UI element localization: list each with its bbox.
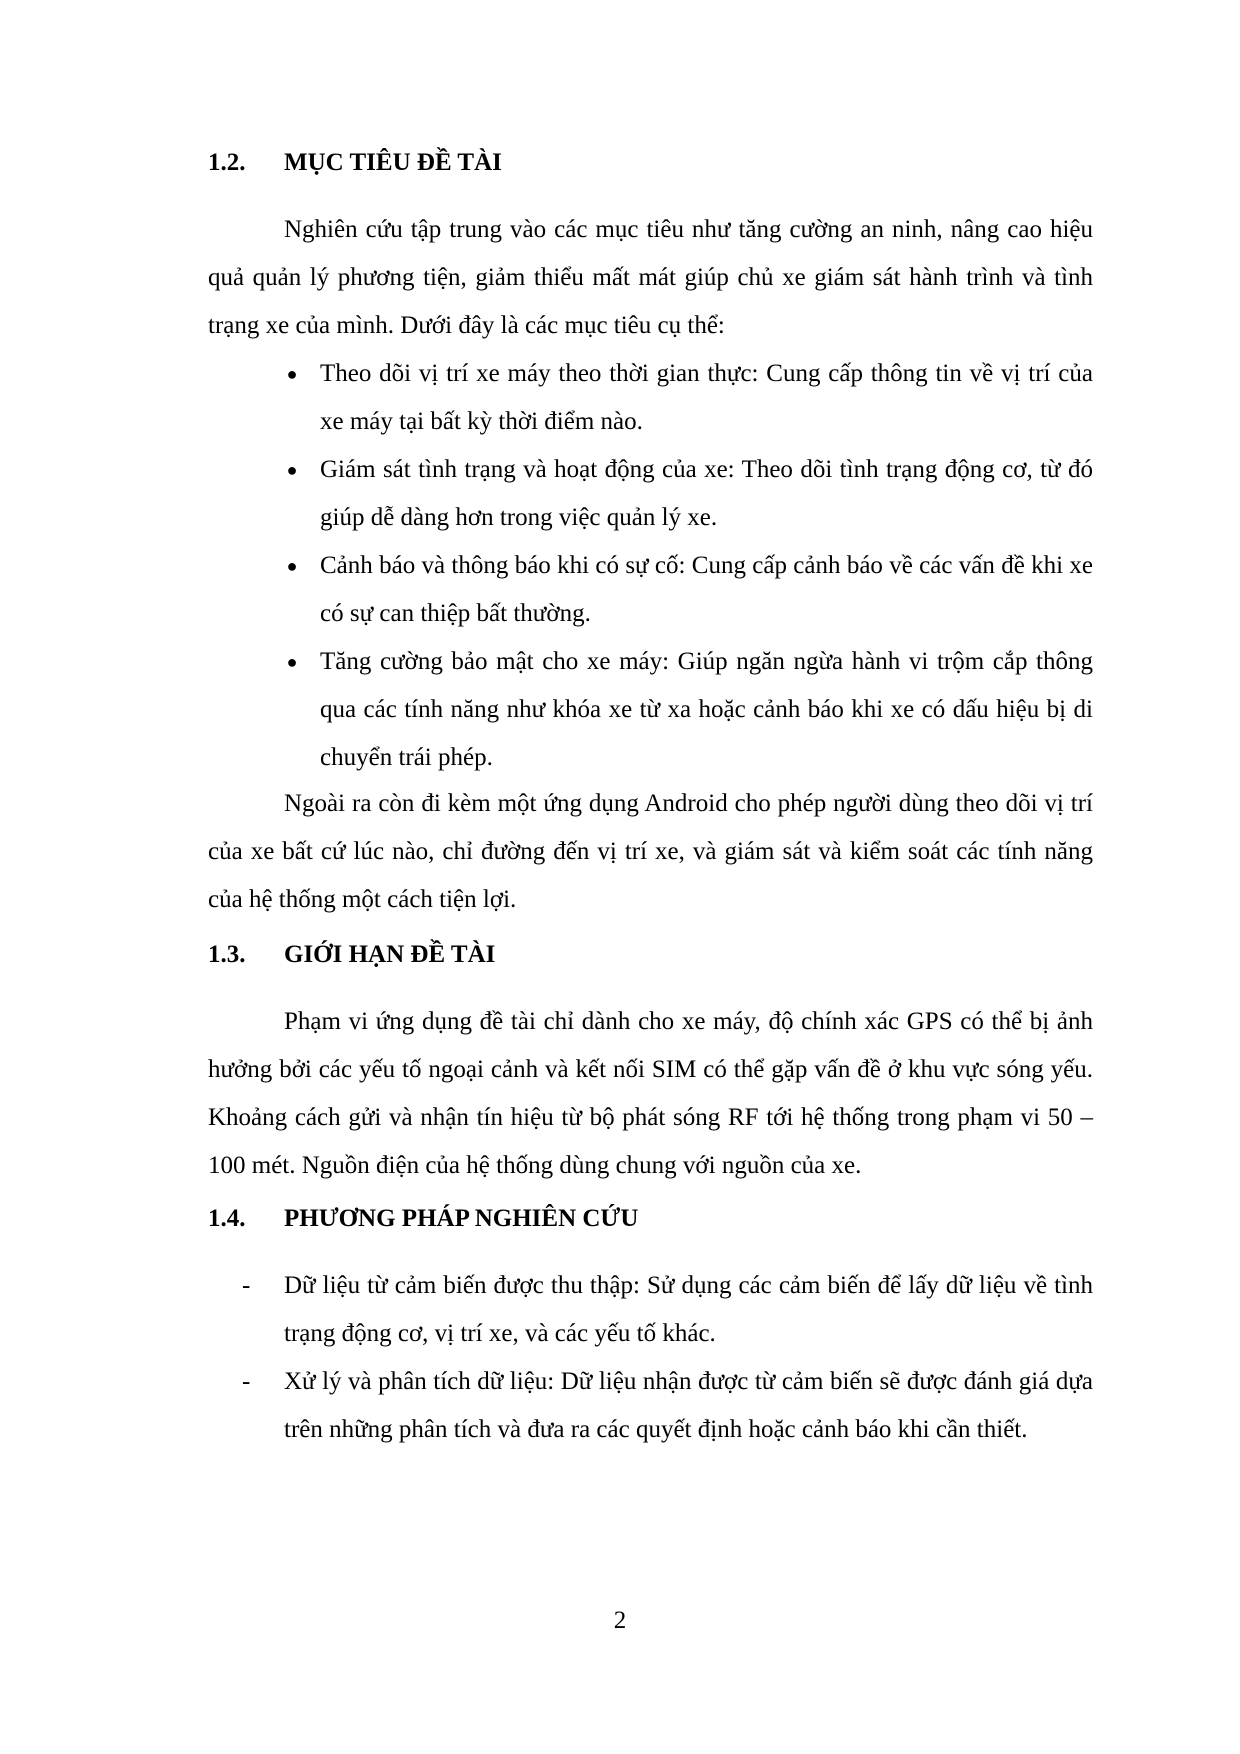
section-1-2-intro: Nghiên cứu tập trung vào các mục tiêu như tăng cường an ninh, nâng cao hiệu quả quản lý phương tiện, giảm thiểu mất mát giúp chủ xe giám sát hành trình và tình trạng xe của mình. Dưới đây là các mục tiêu cụ thể: xyxy=(208,216,1093,339)
dash-icon: - xyxy=(242,1368,251,1395)
list-item xyxy=(208,350,1093,446)
bullet-icon: ● xyxy=(286,652,298,672)
section-number: 1.3. xyxy=(208,941,246,968)
section-heading-1-2 xyxy=(208,146,502,180)
section-number: 1.4. xyxy=(208,1205,246,1232)
section-title: GIỚI HẠN ĐỀ TÀI xyxy=(284,941,496,968)
list-item-text: Tăng cường bảo mật cho xe máy: Giúp ngăn ngừa hành vi trộm cắp thông qua các tính năng như khóa xe từ xa hoặc cảnh báo khi xe có dấu hiệu bị di chuyển trái phép. xyxy=(320,648,1093,771)
bullet-icon: ● xyxy=(286,364,298,384)
section-1-2-closing: Ngoài ra còn đi kèm một ứng dụng Android cho phép người dùng theo dõi vị trí của xe bất cứ lúc nào, chỉ đường đến vị trí xe, và giám sát và kiểm soát các tính năng của hệ thống một cách tiện lợi. xyxy=(208,790,1093,913)
objectives-list xyxy=(208,350,1093,782)
section-number: 1.2. xyxy=(208,149,246,176)
list-item xyxy=(208,1262,1093,1358)
dash-icon: - xyxy=(242,1272,251,1299)
list-item-text: Xử lý và phân tích dữ liệu: Dữ liệu nhận được từ cảm biến sẽ được đánh giá dựa trên những phân tích và đưa ra các quyết định hoặc cảnh báo khi cần thiết. xyxy=(284,1368,1093,1443)
list-item xyxy=(208,638,1093,782)
list-item-text: Dữ liệu từ cảm biến được thu thập: Sử dụng các cảm biến để lấy dữ liệu về tình trạng động cơ, vị trí xe, và các yếu tố khác. xyxy=(284,1272,1093,1347)
page-number: 2 xyxy=(613,1607,627,1634)
bullet-icon: ● xyxy=(286,556,298,576)
section-heading-1-3 xyxy=(208,938,495,972)
list-item-text: Giám sát tình trạng và hoạt động của xe: Theo dõi tình trạng động cơ, từ đó giúp dễ dàng hơn trong việc quản lý xe. xyxy=(320,456,1093,531)
list-item-text: Theo dõi vị trí xe máy theo thời gian thực: Cung cấp thông tin về vị trí của xe máy tại bất kỳ thời điểm nào. xyxy=(320,360,1093,435)
list-item xyxy=(208,542,1093,638)
section-heading-1-4 xyxy=(208,1202,638,1236)
methods-list xyxy=(208,1262,1093,1454)
section-title: MỤC TIÊU ĐỀ TÀI xyxy=(284,149,502,176)
section-1-3-body: Phạm vi ứng dụng đề tài chỉ dành cho xe máy, độ chính xác GPS có thể bị ảnh hưởng bởi các yếu tố ngoại cảnh và kết nối SIM có thể gặp vấn đề ở khu vực sóng yếu. Khoảng cách gửi và nhận tín hiệu từ bộ phát sóng RF tới hệ thống trong phạm vi 50 – 100 mét. Nguồn điện của hệ thống dùng chung với nguồn của xe. xyxy=(208,1008,1093,1179)
bullet-icon: ● xyxy=(286,460,298,480)
section-title: PHƯƠNG PHÁP NGHIÊN CỨU xyxy=(284,1205,639,1232)
list-item xyxy=(208,1358,1093,1454)
list-item-text: Cảnh báo và thông báo khi có sự cố: Cung cấp cảnh báo về các vấn đề khi xe có sự can thiệp bất thường. xyxy=(320,552,1093,627)
list-item xyxy=(208,446,1093,542)
